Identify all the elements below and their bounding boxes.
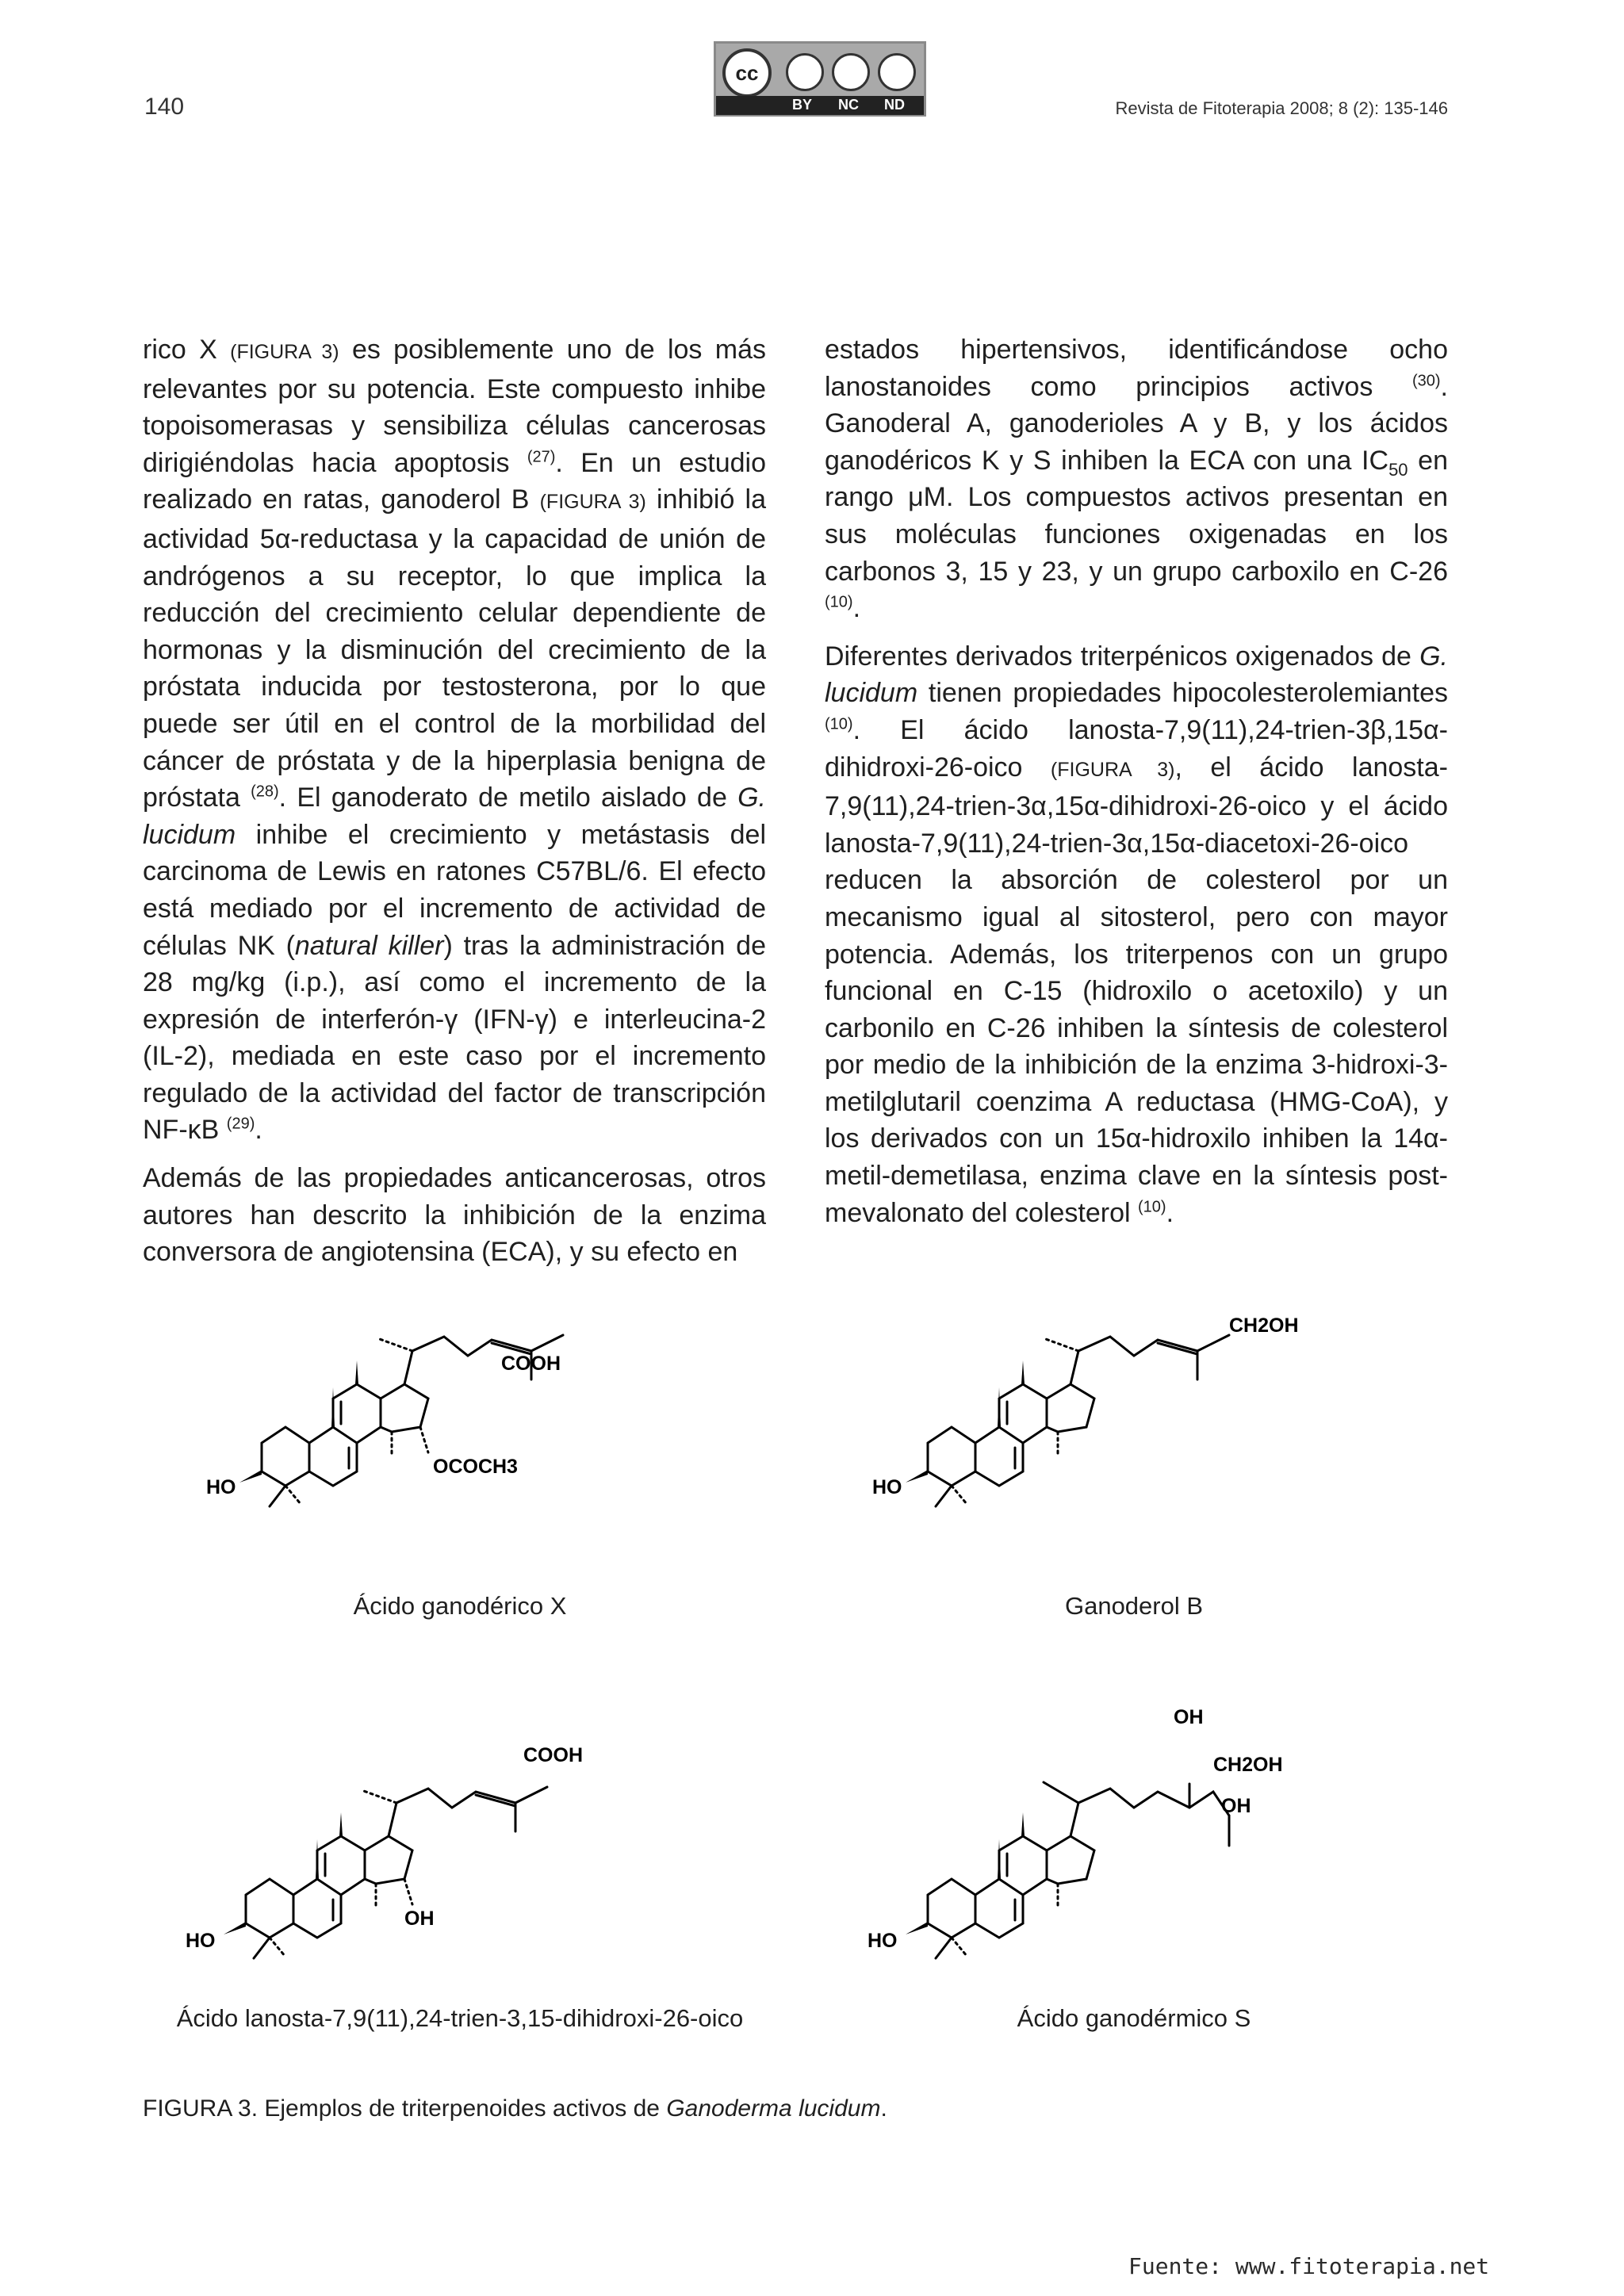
nc-label: NC <box>838 97 859 113</box>
label-ho: HO <box>186 1930 216 1952</box>
caption-structure-3: Ácido lanosta-7,9(11),24-trien-3,15-dihidroxi-26-oico <box>176 2004 744 2032</box>
right-paragraph-2: Diferentes derivados triterpénicos oxigenados de G. lucidum tienen propiedades hipocolesterolemiantes $^{(10)}$. El ácido lanosta-7,9(11),24-trien-3β,15α-dihidroxi-26-oico (FIGURA 3), el ácido lanosta-7,9(11),24-trien-3α,15α-dihidroxi-26-oico y el ácido lanosta-7,9(11),24-trien-3α,15α-diacetoxi-26-oico reducen la absorción de colesterol por un mecanismo igual al sitosterol, pero con mayor potencia. Además, los triterpenos con un grupo funcional en C-15 (hidroxilo o acetoxilo) y un carbonilo en C-26 inhiben la síntesis de colesterol por medio de la inhibición de la enzima 3-hidroxi-3-metilglutaril coenzima A reductasa (HMG-CoA), y los derivados con un 15α-hidroxilo inhiben la 14α-metil-demetilasa, enzima clave en la síntesis post-mevalonato del colesterol $^{(10)}$. <box>825 641 1448 1228</box>
label-oh: OH <box>404 1908 435 1930</box>
left-column <box>143 331 766 1282</box>
structure-lanosta-trien-acid <box>174 1712 761 2014</box>
left-paragraph-1: rico X (FIGURA 3) es posiblemente uno de los más relevantes por su potencia. Este compuesto inhibe topoisomerasas y sensibiliza células cancerosas dirigiéndolas hacia apoptosis $^{(27)}$. En un estudio realizado en ratas, ganoderol B (FIGURA 3) inhibió la actividad 5α-reductasa y la capacidad de unión de andrógenos a su receptor, lo que implica la reducción del crecimiento celular dependiente de hormonas y la disminución del crecimiento de la próstata inducida por testosterona, por lo que puede ser útil en el control de la morbilidad del cáncer de próstata y de la hiperplasia benigna de próstata $^{(28)}$. El ganoderato de metilo aislado de G. lucidum inhibe el crecimiento y metástasis del carcinoma de Lewis en ratones C57BL/6. El efecto está mediado por el incremento de actividad de células NK (natural killer) tras la administración de 28 mg/kg (i.p.), así como el incremento de la expresión de interferón-γ (IFN-γ) e interleucina-2 (IL-2), mediada en este caso por el incremento regulado de la actividad del factor de transcripción NF-κB $^{(29)}$. <box>143 335 766 1146</box>
nc-icon <box>832 53 870 91</box>
left-paragraph-2: Además de las propiedades anticancerosas, otros autores han descrito la inhibición de la enzima conversora de angiotensina (ECA), y su efecto en <box>143 1163 766 1268</box>
structure-ganoderol-b <box>856 1269 1443 1554</box>
journal-citation: Revista de Fitoterapia 2008; 8 (2): 135-146 <box>1115 98 1448 118</box>
label-ho: HO <box>868 1930 898 1952</box>
label-ch2oh: CH2OH <box>1229 1314 1299 1337</box>
page-number: 140 <box>144 94 185 120</box>
right-column <box>825 331 1448 1242</box>
nd-label: ND <box>884 97 905 113</box>
figure-caption: FIGURA 3. Ejemplos de triterpenoides activos de Ganoderma lucidum. <box>143 2095 887 2122</box>
label-ho: HO <box>206 1476 236 1498</box>
structure-ganoderic-acid-x <box>190 1269 777 1554</box>
cc-license-badge[interactable] <box>714 41 926 117</box>
right-paragraph-1: estados hipertensivos, identificándose ocho lanostanoides como principios activos $^{(30)}$. Ganoderal A, ganoderioles A y B, y los ácidos ganodéricos K y S inhiben la ECA con una $IC_{50}$ en rango μM. Los compuestos activos presentan en sus moléculas funciones oxigenadas en los carbonos 3, 15 y 23, y un grupo carboxilo en C-26 $^{(10)}$. <box>825 335 1449 624</box>
caption-structure-2: Ganoderol B <box>1064 1592 1204 1620</box>
cc-icon: cc <box>722 48 772 98</box>
label-oh: OH <box>1221 1795 1251 1817</box>
label-ho: HO <box>872 1476 902 1498</box>
nd-icon <box>878 53 916 91</box>
caption-structure-1: Ácido ganodérico X <box>353 1592 567 1620</box>
source-footer[interactable]: Fuente: www.fitoterapia.net <box>1128 2253 1490 2279</box>
label-cooh: COOH <box>523 1744 583 1766</box>
label-oh-top: OH <box>1174 1706 1204 1728</box>
by-label: BY <box>792 97 813 113</box>
label-ococh3: OCOCH3 <box>433 1456 518 1478</box>
label-ch2oh: CH2OH <box>1213 1754 1283 1776</box>
by-icon <box>786 53 824 91</box>
caption-structure-4: Ácido ganodérmico S <box>1017 2004 1251 2032</box>
label-cooh: COOH <box>501 1353 561 1375</box>
structure-ganodermic-acid-s <box>856 1697 1443 2014</box>
